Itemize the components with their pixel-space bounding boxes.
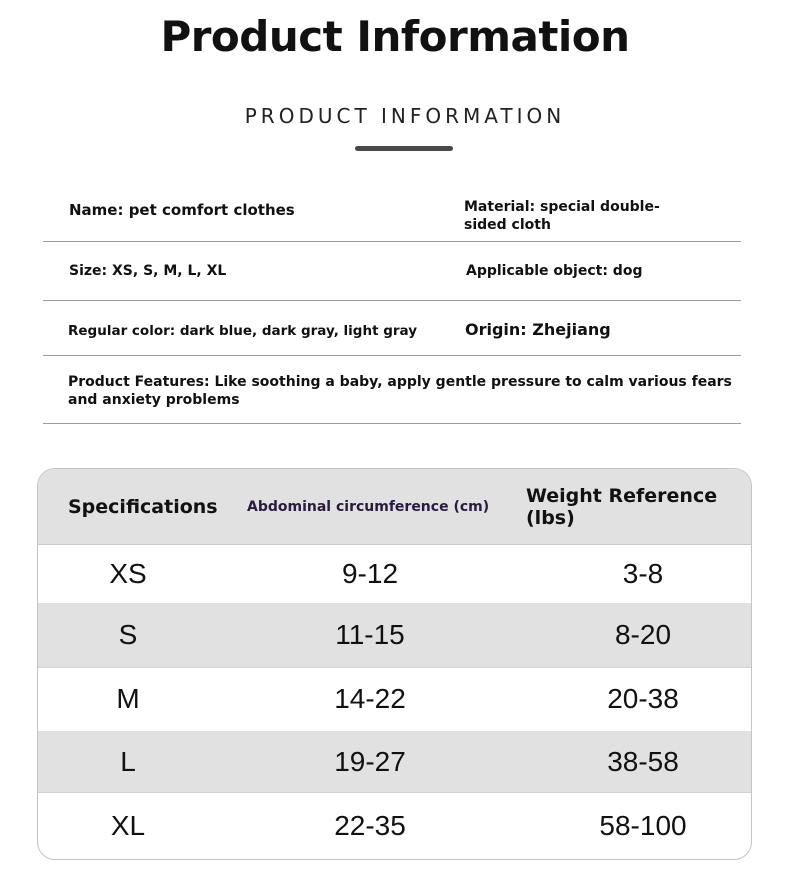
section-subtitle: PRODUCT INFORMATION	[244, 104, 566, 128]
cell-weight: 3-8	[622, 557, 664, 589]
info-name: Name: pet comfort clothes	[69, 201, 295, 219]
cell-abdominal: 14-22	[334, 683, 406, 714]
table-row	[38, 667, 751, 732]
cell-spec: S	[118, 619, 138, 650]
cell-spec: XS	[109, 557, 147, 589]
cell-abdominal: 22-35	[334, 809, 406, 841]
info-color: Regular color: dark blue, dark gray, light gray	[68, 323, 418, 339]
page-title: Product Information	[160, 12, 630, 61]
table-header-row	[38, 469, 751, 545]
cell-weight: 20-38	[607, 683, 679, 714]
cell-weight: 38-58	[607, 745, 679, 777]
cell-spec: XL	[110, 809, 146, 841]
cell-weight: 8-20	[614, 619, 672, 650]
size-spec-table	[37, 468, 752, 860]
info-origin: Origin: Zhejiang	[465, 320, 611, 339]
header-specifications: Specifications	[68, 495, 218, 518]
header-abdominal: Abdominal circumference (cm)	[247, 498, 490, 515]
cell-abdominal: 9-12	[341, 557, 399, 589]
table-row	[38, 603, 751, 668]
cell-spec: L	[120, 745, 136, 777]
cell-weight: 58-100	[599, 809, 687, 841]
info-row-color	[43, 300, 741, 356]
info-size: Size: XS, S, M, L, XL	[69, 263, 227, 279]
cell-abdominal: 19-27	[334, 745, 406, 777]
table-row	[38, 731, 751, 793]
cell-abdominal: 11-15	[335, 619, 405, 650]
table-row	[38, 792, 751, 859]
title-underline	[355, 146, 453, 151]
info-features: Product Features: Like soothing a baby, apply gentle pressure to calm various fears and anxiety problems	[68, 374, 732, 408]
header-weight: Weight Reference (lbs)	[526, 484, 718, 529]
info-material: Material: special double-sided cloth	[464, 199, 660, 233]
info-applicable: Applicable object: dog	[466, 263, 643, 279]
info-row-features	[43, 355, 741, 424]
cell-spec: M	[116, 683, 140, 714]
info-row-name	[43, 180, 741, 242]
info-row-size	[43, 241, 741, 301]
table-row	[38, 544, 751, 604]
